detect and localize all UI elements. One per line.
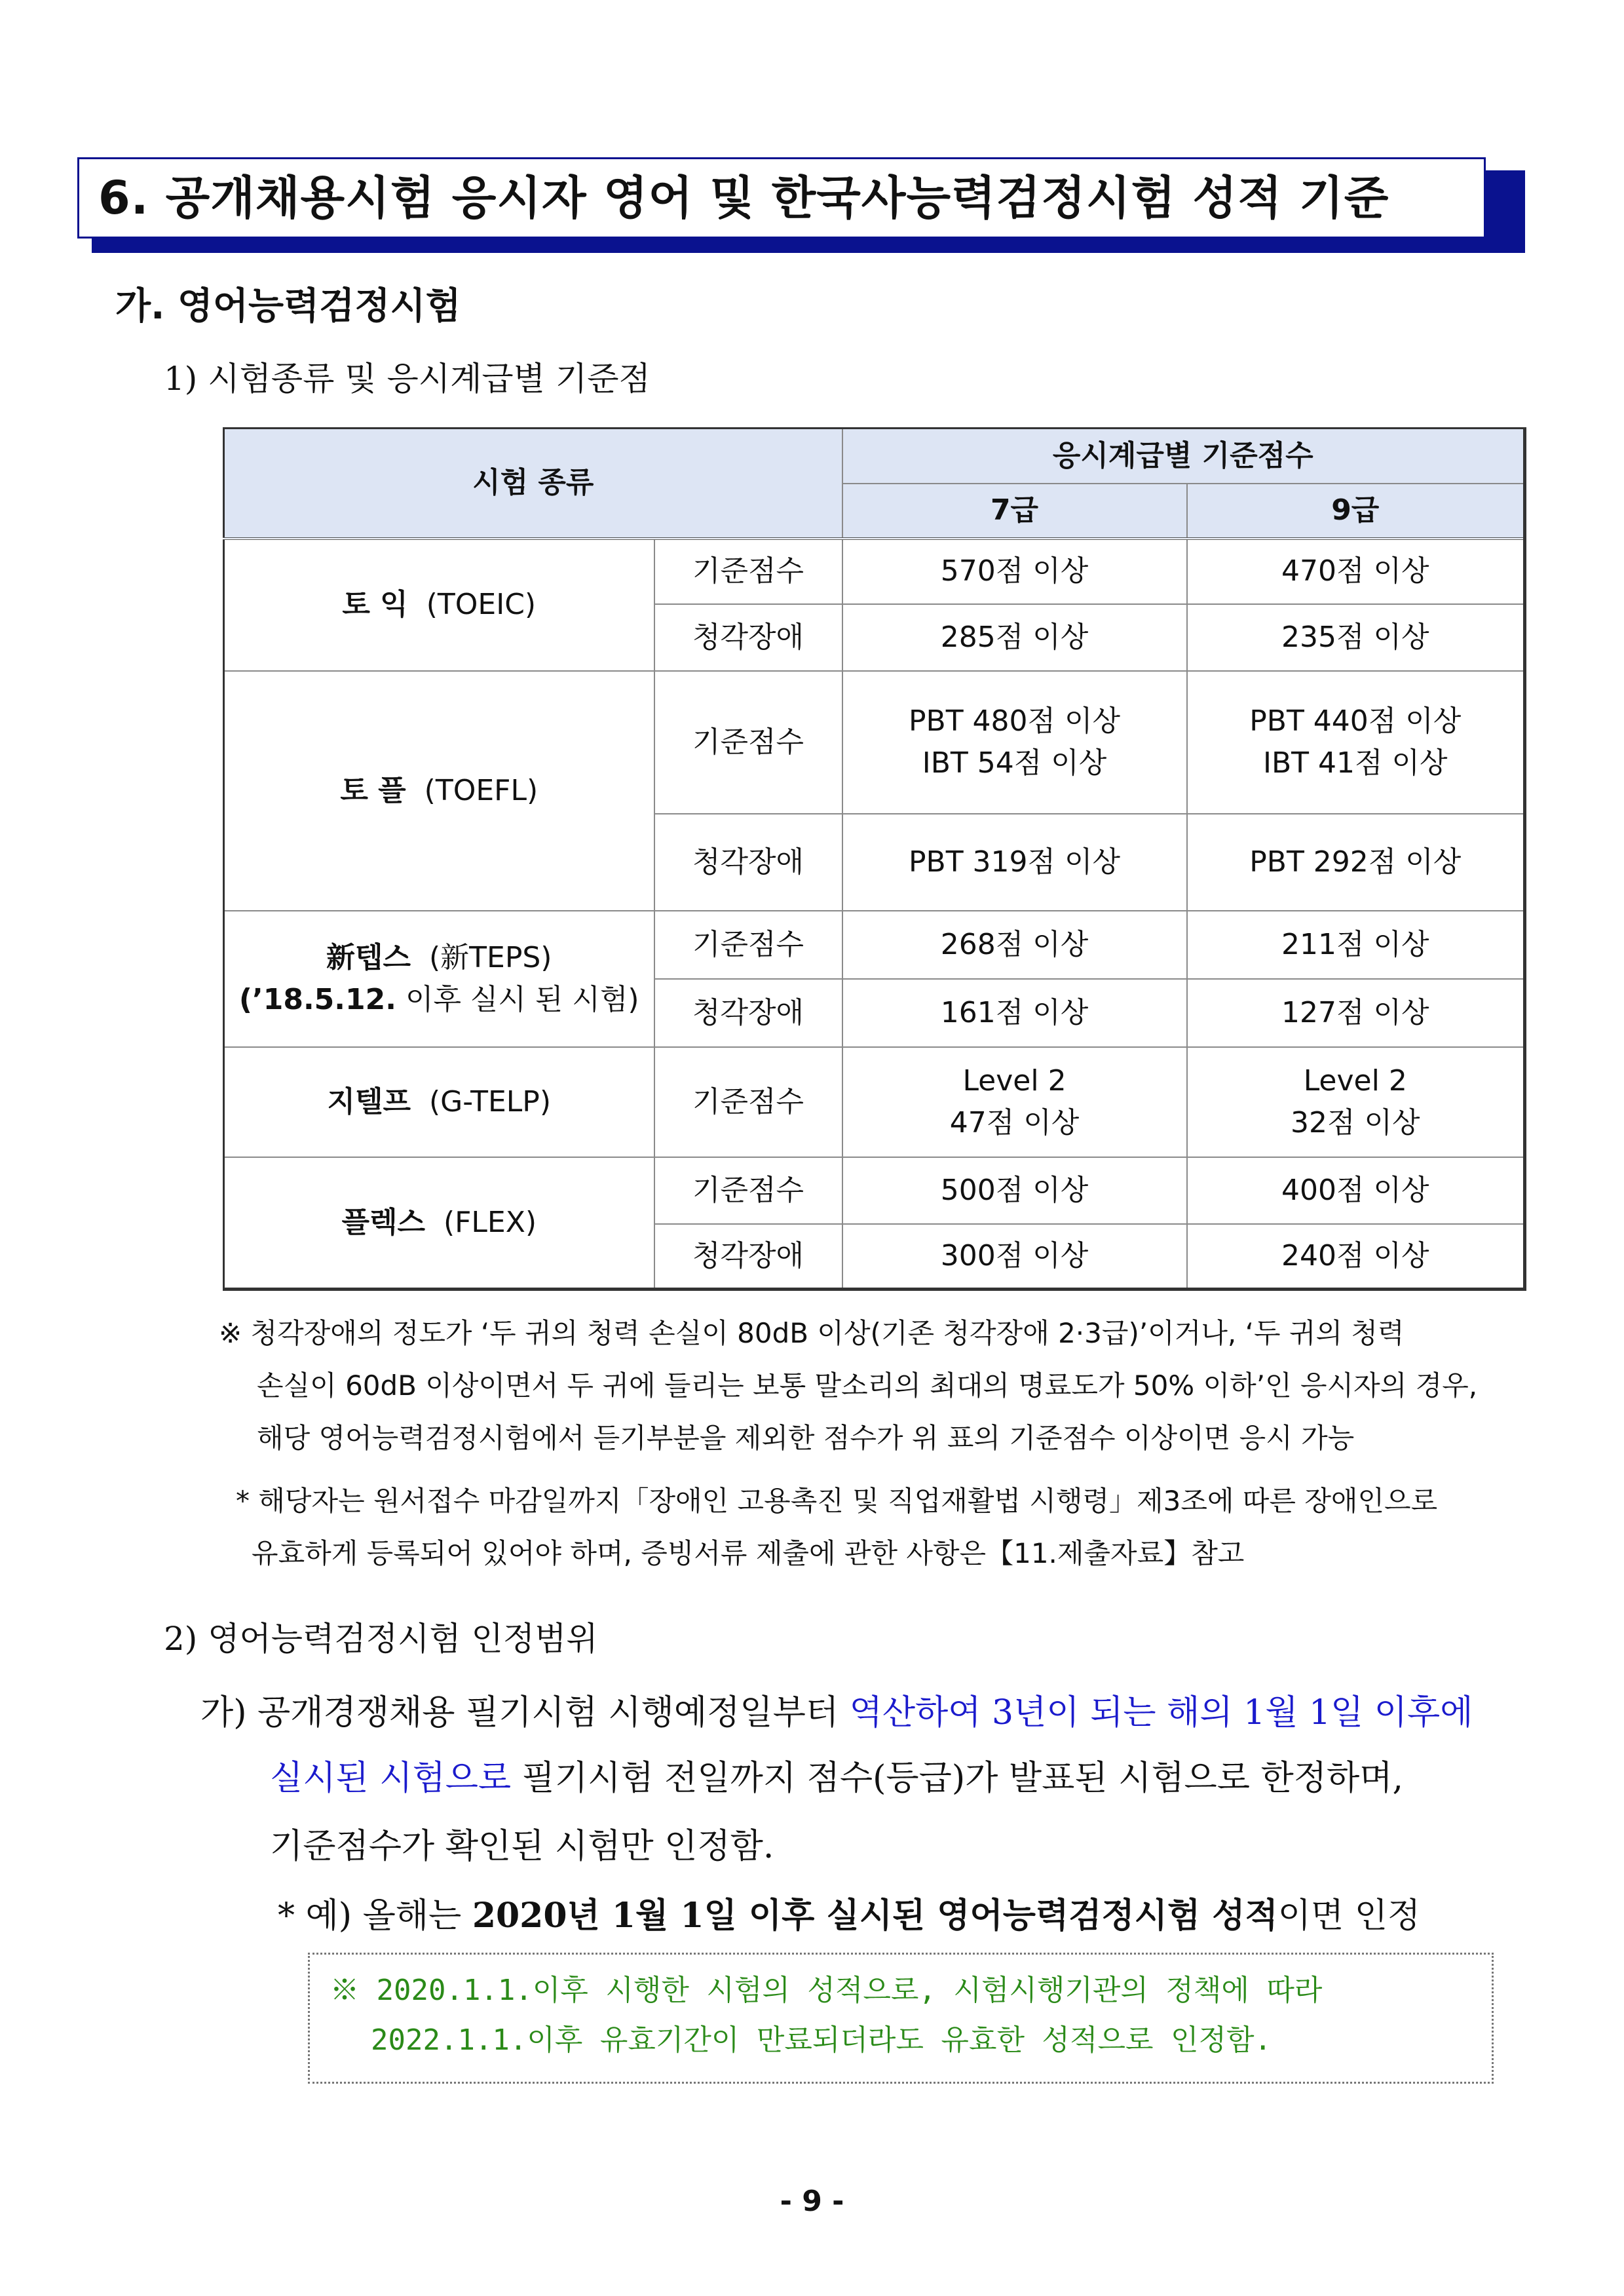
- recognition-line3: 기준점수가 확인된 시험만 인정함.: [270, 1827, 774, 1866]
- score-cell: 470점 이상: [1187, 539, 1525, 604]
- test-name-toeic: 토 익 (TOEIC): [224, 539, 654, 671]
- score-cell: PBT 480점 이상 IBT 54점 이상: [842, 671, 1187, 814]
- highlight-validity: 역산하여 3년이 되는 해의 1월 1일 이후에: [849, 1693, 1473, 1732]
- score-kind: 기준점수: [654, 1047, 842, 1157]
- test-name-teps: 新텝스 (新TEPS) (’18.5.12. 이후 실시 된 시험): [224, 911, 654, 1047]
- score-cell: Level 2 32점 이상: [1187, 1047, 1525, 1157]
- note-registration-line2: 유효하게 등록되어 있어야 하며, 증빙서류 제출에 관한 사항은【11.제출자료】참고: [252, 1537, 1245, 1569]
- recognition-example: * 예) 올해는 2020년 1월 1일 이후 실시된 영어능력검정시험 성적이면 인정: [278, 1896, 1421, 1936]
- score-cell: 127점 이상: [1187, 979, 1525, 1047]
- score-cell: 400점 이상: [1187, 1157, 1525, 1224]
- score-cell: 300점 이상: [842, 1224, 1187, 1290]
- validity-note-line1: ※ 2020.1.1.이후 시행한 시험의 성적으로, 시험시행기관의 정책에 따라: [330, 1974, 1323, 2007]
- subsection-title: 가. 영어능력검정시험: [115, 285, 461, 328]
- header-test-type: 시험 종류: [224, 429, 842, 539]
- score-cell: 235점 이상: [1187, 604, 1525, 671]
- header-grade-group: 응시계급별 기준점수: [842, 429, 1525, 484]
- score-table: [223, 427, 1526, 1291]
- score-cell: 161점 이상: [842, 979, 1187, 1047]
- note-hearing-line2: 손실이 60dB 이상이면서 두 귀에 들리는 보통 말소리의 최대의 명료도가 50% 이하’인 응시자의 경우,: [257, 1369, 1478, 1402]
- score-cell: 285점 이상: [842, 604, 1187, 671]
- table-row: [224, 539, 1525, 604]
- score-cell: 570점 이상: [842, 539, 1187, 604]
- score-kind: 청각장애: [654, 604, 842, 671]
- score-cell: 500점 이상: [842, 1157, 1187, 1224]
- test-name-gtelp: 지텔프 (G-TELP): [224, 1047, 654, 1157]
- page-number: - 9 -: [780, 2185, 844, 2218]
- score-kind: 청각장애: [654, 979, 842, 1047]
- score-kind: 청각장애: [654, 1224, 842, 1290]
- score-cell: 268점 이상: [842, 911, 1187, 979]
- header-grade-9: 9급: [1187, 484, 1525, 539]
- note-registration-line1: * 해당자는 원서접수 마감일까지「장애인 고용촉진 및 직업재활법 시행령」제3조에 따른 장애인으로: [236, 1485, 1438, 1517]
- section-heading: 6. 공개채용시험 응시자 영어 및 한국사능력검정시험 성적 기준: [98, 171, 1389, 225]
- validity-note-line2: 2022.1.1.이후 유효기간이 만료되더라도 유효한 성적으로 인정함.: [371, 2023, 1272, 2057]
- item-2-title: 2) 영어능력검정시험 인정범위: [164, 1620, 598, 1658]
- test-name-toefl: 토 플 (TOEFL): [224, 671, 654, 911]
- table-row: [224, 1157, 1525, 1224]
- table-row: [224, 671, 1525, 814]
- recognition-line1: 가) 공개경쟁채용 필기시험 시행예정일부터 역산하여 3년이 되는 해의 1월 1일 이후에: [200, 1693, 1473, 1732]
- score-kind: 기준점수: [654, 911, 842, 979]
- score-cell: 211점 이상: [1187, 911, 1525, 979]
- score-kind: 기준점수: [654, 539, 842, 604]
- score-cell: PBT 440점 이상 IBT 41점 이상: [1187, 671, 1525, 814]
- header-grade-7: 7급: [842, 484, 1187, 539]
- score-cell: PBT 292점 이상: [1187, 814, 1525, 911]
- table-row: [224, 911, 1525, 979]
- score-cell: PBT 319점 이상: [842, 814, 1187, 911]
- score-kind: 청각장애: [654, 814, 842, 911]
- recognition-line2: 실시된 시험으로 필기시험 전일까지 점수(등급)가 발표된 시험으로 한정하며,: [270, 1759, 1404, 1798]
- score-cell: 240점 이상: [1187, 1224, 1525, 1290]
- score-cell: Level 2 47점 이상: [842, 1047, 1187, 1157]
- score-kind: 기준점수: [654, 671, 842, 814]
- note-hearing-line3: 해당 영어능력검정시험에서 듣기부분을 제외한 점수가 위 표의 기준점수 이상이면 응시 가능: [257, 1422, 1355, 1454]
- note-hearing-line1: ※ 청각장애의 정도가 ‘두 귀의 청력 손실이 80dB 이상(기존 청각장애 2·3급)’이거나, ‘두 귀의 청력: [219, 1317, 1405, 1349]
- score-kind: 기준점수: [654, 1157, 842, 1224]
- item-1-title: 1) 시험종류 및 응시계급별 기준점: [164, 360, 651, 398]
- test-name-flex: 플렉스 (FLEX): [224, 1157, 654, 1290]
- table-row: [224, 1047, 1525, 1157]
